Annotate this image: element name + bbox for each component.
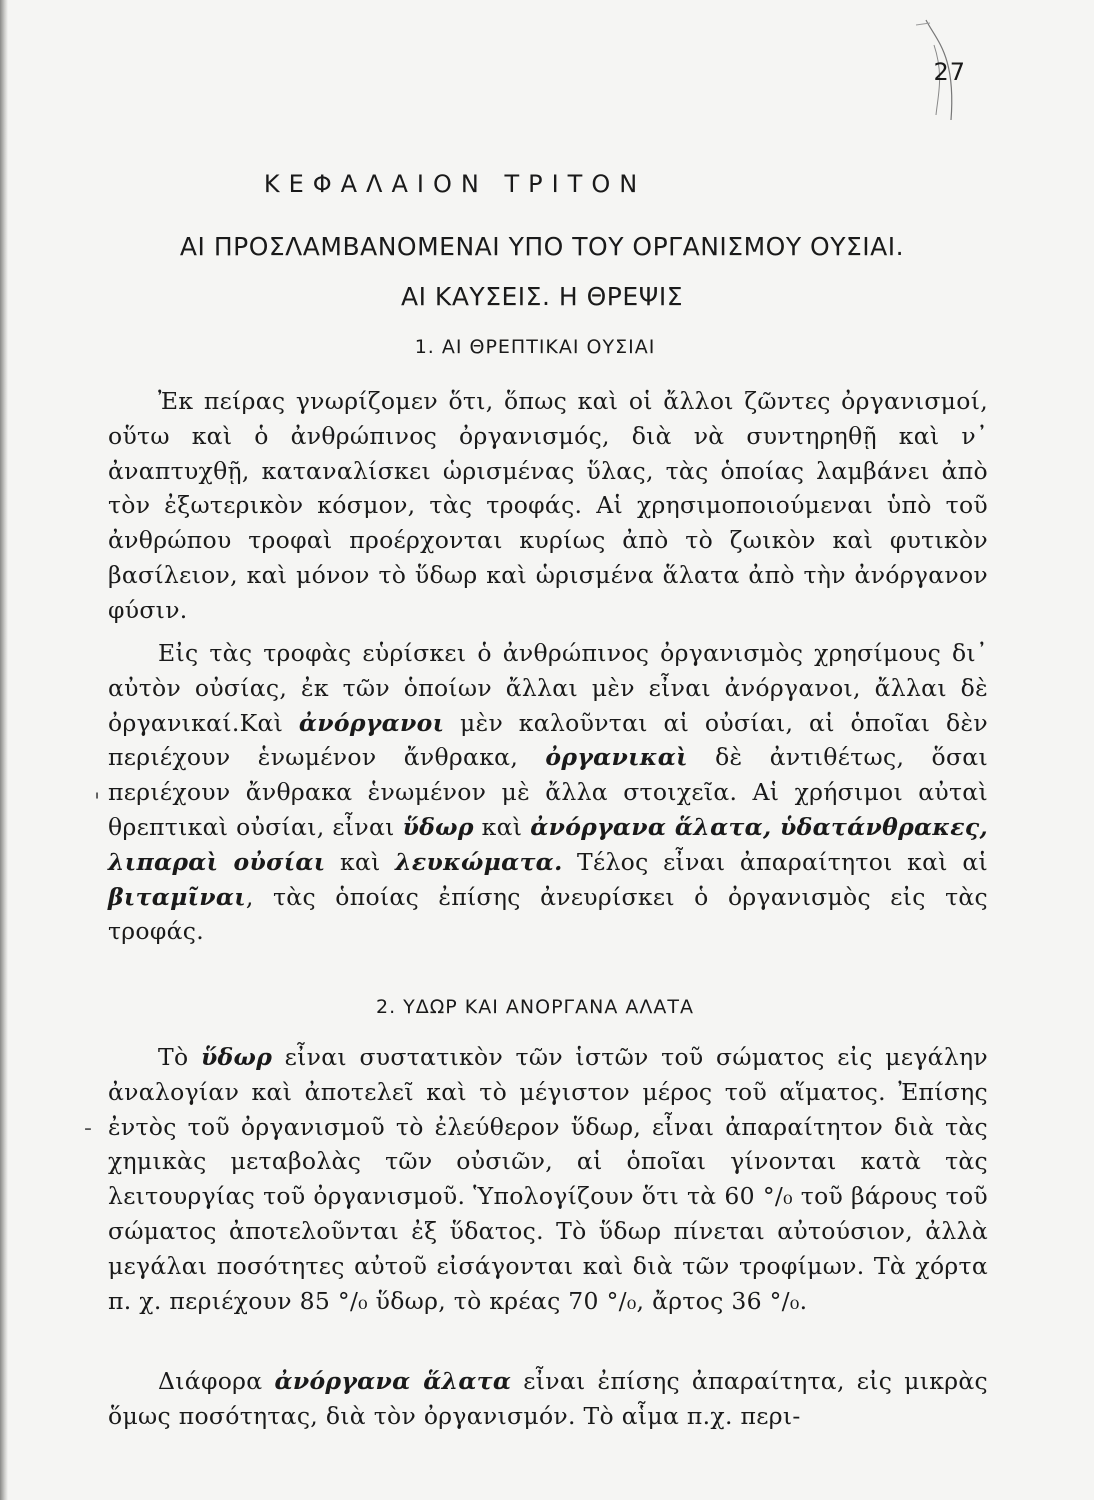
section-1-paragraph-2 (108, 636, 988, 949)
text-run: εἶναι ἐπίσης ἀπαραίτητα, εἰς μικρὰς ὅμως ποσότητας, διὰ τὸν ὀργανισμόν. Τὸ αἷμα π.χ. περι- (108, 1367, 988, 1430)
text-run: Διάφορα (158, 1367, 275, 1395)
emphasis-term: ἀνόργανοι (298, 708, 445, 737)
text-run: εἶναι συστατικὸν τῶν ἱστῶν τοῦ σώματος εἰς μεγάλην ἀναλογίαν καὶ ἀποτελεῖ καὶ τὸ μέγιστον μέρος τοῦ αἵματος. Ἐπίσης ἐντὸς τοῦ ὀργανισμοῦ τὸ ἐλεύθερον ὕδωρ, εἶναι ἀπαραίτητον διὰ τὰς χημικὰς μεταβολὰς τῶν οὐσιῶν, αἱ ὁποῖαι γίνονται κατὰ τὰς λειτουργίας τοῦ ὀργανισμοῦ. Ὑπολογίζουν ὅτι τὰ 60 °/₀ τοῦ βάρους τοῦ σώματος ἀποτελοῦνται ἐξ ὕδατος. Τὸ ὕδωρ πίνεται αὐτούσιον, ἀλλὰ μεγάλαι ποσότητες αὐτοῦ εἰσάγονται καὶ διὰ τῶν τροφίμων. Τὰ χόρτα π. χ. περιέχουν 85 °/₀ ὕδωρ, τὸ κρέας 70 °/₀, ἄρτος 36 °/₀. (108, 1043, 988, 1315)
chapter-label: ΚΕΦΑΛΑΙΟΝ ΤΡΙΤΟΝ (263, 170, 647, 198)
text-run: Εἰς τὰς τροφὰς εὑρίσκει ὁ ἀνθρώπινος ὀργανισμὸς χρησίμους δι᾽ αὐτὸν οὐσίας, ἐκ τῶν ὁποίων ἄλλαι μὲν εἶναι ἀνόργανοι, ἄλλαι δὲ ὀργανικαί.Καὶ (108, 639, 988, 737)
text-run: δὲ ἀντιθέτως, ὅσαι περιέχουν ἄνθρακα ἑνωμένον μὲ ἄλλα στοιχεῖα. Αἱ χρήσιμοι αὐταὶ θρεπτικαὶ οὐσίαι, εἶναι (108, 743, 988, 841)
section-2-paragraph-2 (108, 1364, 988, 1434)
margin-dash-mark: - (84, 1116, 92, 1141)
text-run: Τέλος εἶναι ἀπαραίτητοι καὶ αἱ (562, 847, 989, 876)
page-number: 27 (933, 58, 966, 86)
page-title (112, 222, 972, 322)
emphasis-term: λευκώματα. (395, 847, 563, 876)
text-run: Τὸ (158, 1043, 201, 1071)
text-run: καὶ (473, 812, 531, 841)
emphasis-term: ὕδωρ (200, 1043, 273, 1071)
emphasis-term: ἀνόργανα ἅλατα, ὑδατάνθρακες, λιπαραὶ οὐσίαι (108, 812, 988, 876)
section-1-paragraph-1-text: Ἐκ πείρας γνωρίζομεν ὅτι, ὅπως καὶ οἱ ἄλλοι ζῶντες ὀργανισμοί, οὕτω καὶ ὁ ἀνθρώπινος ὀργανισμός, διὰ νὰ συντηρηθῇ καὶ ν᾽ ἀναπτυχθῇ, καταναλίσκει ὡρισμένας ὕλας, τὰς ὁποίας λαμβάνει ἀπὸ τὸν ἐξωτερικὸν κόσμον, τὰς τροφάς. Αἱ χρησιμοποιούμεναι ὑπὸ τοῦ ἀνθρώπου τροφαὶ προέρχονται κυρίως ἀπὸ τὸ ζωικὸν καὶ φυτικὸν βασίλειον, καὶ μόνον τὸ ὕδωρ καὶ ὡρισμένα ἅλατα ἀπὸ τὴν ἀνόργανον φύσιν. (108, 387, 988, 624)
text-run: μὲν καλοῦνται αἱ οὐσίαι, αἱ ὁποῖαι δὲν περιέχουν ἑνωμένον ἄνθρακα, (108, 708, 988, 772)
text-run: καὶ (325, 847, 396, 876)
text-run: , τὰς ὁποίας ἐπίσης ἀνευρίσκει ὁ ὀργανισμὸς εἰς τὰς τροφάς. (108, 882, 988, 946)
emphasis-term: βιταμῖναι (108, 882, 246, 911)
margin-tick-mark: ' (94, 790, 101, 815)
section-2-heading: 2. ΥΔΩΡ ΚΑΙ ΑΝΟΡΓΑΝΑ ΑΛΑΤΑ (376, 996, 694, 1018)
title-line-1: ΑΙ ΠΡΟΣΛΑΜΒΑΝΟΜΕΝΑΙ ΥΠΟ ΤΟΥ ΟΡΓΑΝΙΣΜΟΥ ΟΥΣΙΑΙ. (179, 232, 905, 261)
emphasis-term: ὀργανικαὶ (545, 743, 688, 772)
title-line-2: ΑΙ ΚΑΥΣΕΙΣ. Η ΘΡΕΨΙΣ (401, 282, 683, 311)
emphasis-term: ὕδωρ (402, 812, 474, 841)
section-1-paragraph-1 (108, 384, 988, 628)
section-2-paragraph-1 (108, 1040, 988, 1318)
binding-edge (0, 0, 8, 1500)
section-1-heading: 1. ΑΙ ΘΡΕΠΤΙΚΑΙ ΟΥΣΙΑΙ (414, 336, 656, 358)
emphasis-term: ἀνόργανα ἅλατα (274, 1367, 512, 1395)
